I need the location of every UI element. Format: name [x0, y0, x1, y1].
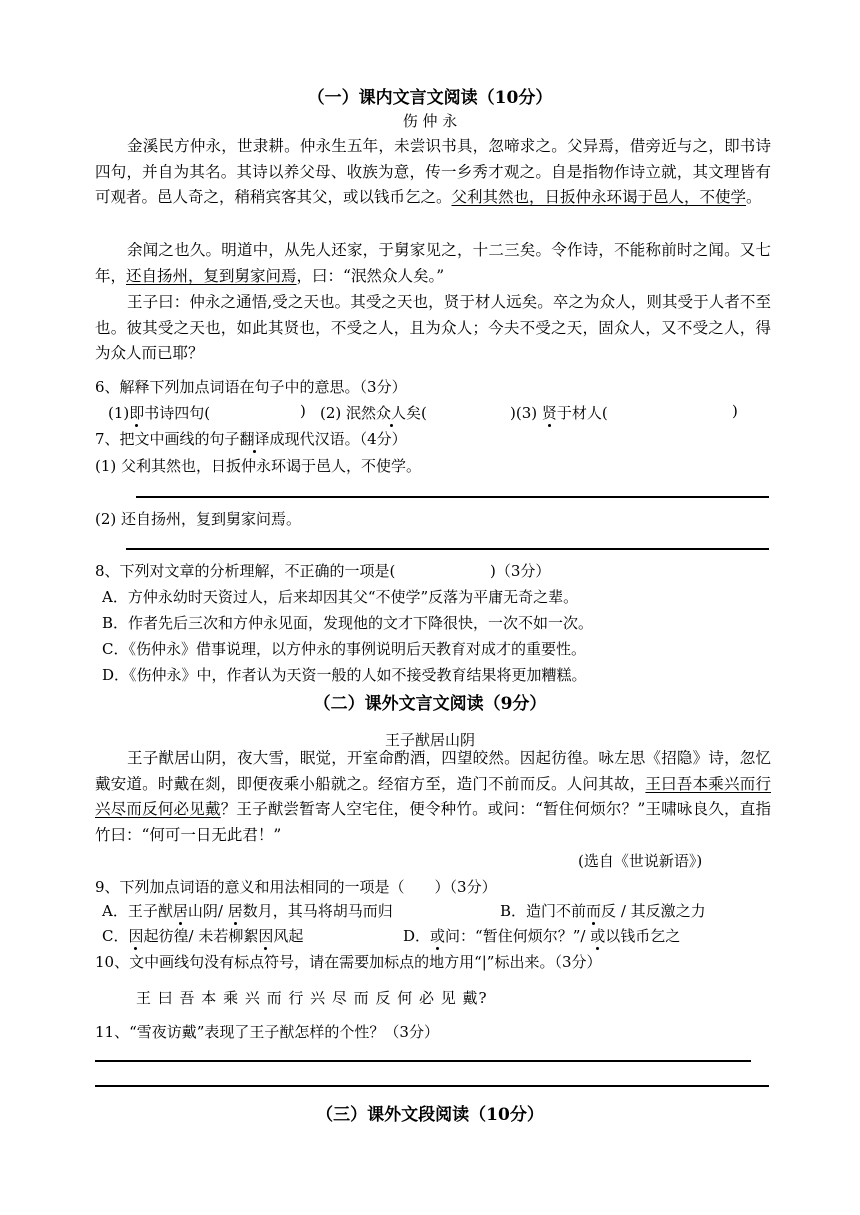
section2-paragraph: [95, 746, 771, 848]
answer-line[interactable]: [95, 1060, 751, 1062]
q8-option-b: B．作者先后三次和方仲永见面，发现他的文才下降很快，一次不如一次。: [102, 614, 594, 632]
q6-i2-dotted: 众人: [376, 404, 407, 422]
q9-d-text-3: 以钱币乞之: [605, 927, 681, 945]
q7-stem-dotted: 翻译: [239, 430, 270, 448]
q9-a-text-3: 数月，其马将胡马而归: [242, 902, 393, 920]
q9-option-c: [102, 925, 303, 946]
q9-d-dotted: 或: [430, 927, 446, 945]
q6-i1-text: 书诗四句(: [144, 404, 211, 422]
q7-stem-b: 成现代汉语。（4分）: [269, 430, 407, 448]
q8-stem-b: )（3分）: [490, 562, 551, 580]
q6-i1-dotted: 即: [129, 404, 145, 422]
q9-c-dotted: 因: [128, 927, 144, 945]
q6-i1-num: (1): [108, 404, 130, 422]
q8-option-c: C．《伤仲永》借事说理，以方仲永的事例说明后天教育对成才的重要性。: [102, 640, 586, 658]
q9-option-b: [500, 900, 706, 921]
q9-d-dotted-2: 或: [590, 927, 606, 945]
q6-item-3: [510, 402, 608, 423]
underlined-sentence-2: 还自扬州，复到舅家问焉: [126, 266, 297, 285]
q8-option-a: A．方仲永幼时天资过人，后来却因其父“不使学”反落为平庸无奇之辈。: [102, 588, 579, 606]
underlined-sentence-1: 父利其然也，日扳仲永环谒于邑人，不使学: [451, 188, 747, 206]
q10-sentence: 王 曰 吾 本 乘 兴 而 行 兴 尽 而 反 何 必 见 戴?: [136, 989, 488, 1007]
section2-title: 王子猷居山阴: [384, 731, 475, 749]
q9-stem: 9、下列加点词语的意义和用法相同的一项是（ ）（3分）: [95, 878, 497, 896]
q7-stem-a: 7、把文中画线的句子: [95, 430, 240, 448]
section1-title: 伤 仲 永: [402, 112, 458, 130]
para2-end: ，曰：“泯然众人矣。”: [296, 266, 445, 285]
answer-line[interactable]: [95, 1085, 769, 1087]
section2-text-a: 王子猷居山阴，夜大雪，眠觉，开室命酌酒，四望皎然。因起彷徨。咏左思《招隐》诗，忽忆戴安道。时戴在剡，即便夜乘小船就之。经宿方至，造门不前而反。人问其故，: [95, 749, 771, 793]
answer-line[interactable]: [136, 496, 769, 498]
q9-option-d: [403, 925, 680, 946]
section1-paragraph-2: [95, 238, 771, 289]
q9-c-dotted-2: 因: [258, 927, 274, 945]
q9-d-text: D．: [403, 927, 431, 945]
q9-c-text-3: 风起: [273, 927, 304, 945]
section1-paragraph-3: 王子曰：仲永之通悟,受之天也。其受之天也，贤于材人远矣。卒之为众人，则其受于人者不至也。彼其受之天也，如此其贤也，不受之人，且为众人；今夫不受之天，固众人，又不受之人，得为众人而已耶？: [95, 293, 771, 362]
q6-i2-num: (2) 泯然: [320, 404, 377, 422]
q9-b-text-2: 反 / 其反激之力: [601, 902, 706, 920]
q7-sentence-2: (2) 还自扬州，复到舅家问焉。: [95, 510, 302, 528]
para2-text: 余闻之也久。明道中，从先人还家，于舅家见之，十二三矣。令作诗，不能称前时之闻。又七年，: [95, 241, 771, 285]
section1-heading: （一）课内文言文阅读（10分）: [307, 88, 553, 108]
section2-heading: （二）课外文言文阅读（9分）: [313, 694, 547, 714]
q8-option-d: D．《伤仲永》中，作者认为天资一般的人如不接受教育结果将更加糟糕。: [102, 666, 587, 684]
q10-stem: 10、文中画线句没有标点符号，请在需要加标点的地方用“|”标出来。（3分）: [95, 953, 602, 971]
q9-b-text: B．造门不前: [500, 902, 587, 920]
q9-a-dotted: 居: [172, 902, 188, 920]
q9-option-a: [102, 900, 393, 921]
q6-item-2: [320, 402, 427, 423]
q6-i3-text: 于材人(: [556, 404, 608, 422]
q6-item-1-close: ): [300, 402, 306, 420]
underlined-sentence-3: 王曰吾本乘兴而行兴尽而反何必见戴: [95, 774, 771, 818]
q9-b-dotted: 而: [586, 902, 602, 920]
q7-stem: [95, 428, 407, 449]
source-note: (选自《世说新语》): [578, 852, 703, 870]
q9-c-text-2: 起彷徨/ 未若柳絮: [143, 927, 259, 945]
q9-d-text-2: 问：“暂住何烦尔？”/: [445, 927, 591, 945]
q9-a-dotted-2: 居: [227, 902, 243, 920]
q6-i2-text: 矣(: [406, 404, 427, 422]
q6-i3-num: )(3): [510, 404, 542, 422]
q7-sentence-1: (1) 父利其然也，日扳仲永环谒于邑人，不使学。: [95, 457, 422, 475]
section3-heading: （三）课外文段阅读（10分）: [316, 1105, 544, 1125]
q9-a-text-2: 山阴/: [187, 902, 228, 920]
q6-item-3-close: ): [732, 402, 738, 420]
q6-item-1: [108, 402, 210, 423]
para1-text: 金溪民方仲永，世隶耕。仲永生五年，未尝识书具，忽啼求之。父异焉，借旁近与之，即书诗四句，并自为其名。其诗以养父母、收族为意，传一乡秀才观之。自是指物作诗立就，其文理皆有可观者。邑人奇之，稍稍宾客其父，或以钱币乞之。: [95, 137, 771, 206]
q9-c-text: C．: [102, 927, 129, 945]
section1-paragraph-1: [95, 134, 771, 211]
q6-stem: 6、解释下列加点词语在句子中的意思。（3分）: [95, 378, 407, 396]
q11-stem: 11、“雪夜访戴”表现了王子猷怎样的个性？（3分）: [95, 1023, 439, 1041]
para1-end: 。: [746, 188, 762, 206]
answer-line[interactable]: [126, 548, 769, 550]
q9-a-text: A．王子猷: [102, 902, 173, 920]
section2-text-b: ？王子猷尝暂寄人空宅住，便令种竹。或问：“暂住何烦尔？”王啸咏良久，直指竹曰：“何可一日无此君！”: [95, 800, 771, 844]
q8-stem-a: 8、下列对文章的分析理解，不正确的一项是(: [95, 562, 396, 580]
q6-i3-dotted: 贤: [541, 404, 557, 422]
